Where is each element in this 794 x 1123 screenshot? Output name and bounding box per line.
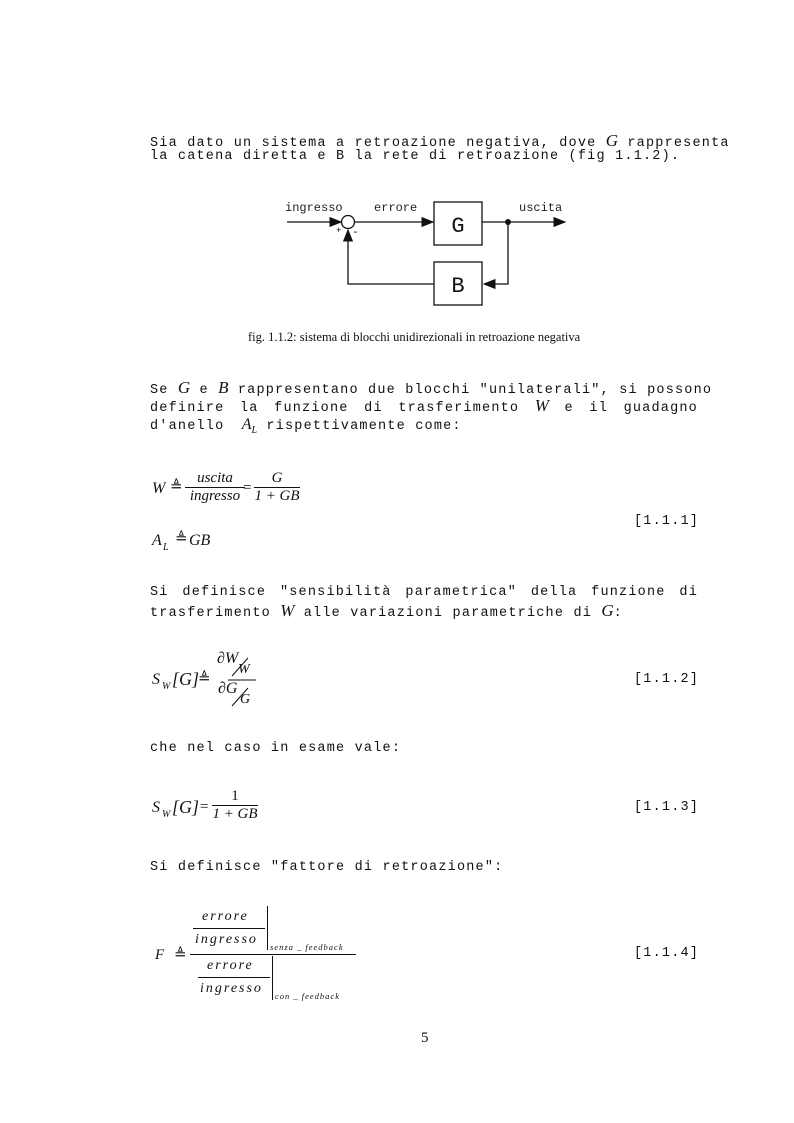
para5: Si definisce "fattore di retroazione": [150, 860, 504, 875]
para3-line-1: Si definisce "sensibilità parametrica" della funzione di [150, 585, 698, 600]
para2-line-2: definire la funzione di trasferimento W e il guadagno [150, 396, 698, 416]
minus-sign: - [352, 227, 359, 239]
intro-line-2: la catena diretta e B la rete di retroazione (fig 1.1.2). [150, 149, 681, 164]
input-label: ingresso [285, 201, 343, 215]
feedback-block-diagram [280, 195, 580, 310]
para3-line-2: trasferimento W alle variazioni parametriche di G: [150, 601, 623, 621]
figure-caption: fig. 1.1.2: sistema di blocchi unidirezionali in retroazione negativa [248, 330, 581, 344]
error-label: errore [374, 201, 418, 215]
feedback-path-left [348, 230, 434, 284]
para4: che nel caso in esame vale: [150, 741, 402, 756]
fraction-1-over-1-plus-gb: $\frac{1}{1 + GB}$ [212, 788, 258, 822]
feedback-path-right [484, 222, 508, 284]
intro-line-1: Sia dato un sistema a retroazione negativa, dove G rappresenta [150, 131, 730, 151]
page-number: 5 [421, 1030, 429, 1046]
block-b-label: B [451, 274, 465, 299]
fraction-g-over-1-plus-gb: $\frac{G}{1 + GB}$ [254, 470, 300, 504]
plus-sign: + [336, 226, 342, 236]
fraction-uscita-ingresso: uscita ingresso [185, 470, 245, 505]
para2-line-1: Se G e B rappresentano due blocchi "unilaterali", si possono [150, 378, 713, 398]
block-g-label: G [451, 214, 465, 239]
main-fraction-bar [190, 954, 356, 955]
output-label: uscita [519, 201, 563, 215]
para2-line-3: d'anello $A_L$ rispettivamente come: [150, 416, 462, 436]
